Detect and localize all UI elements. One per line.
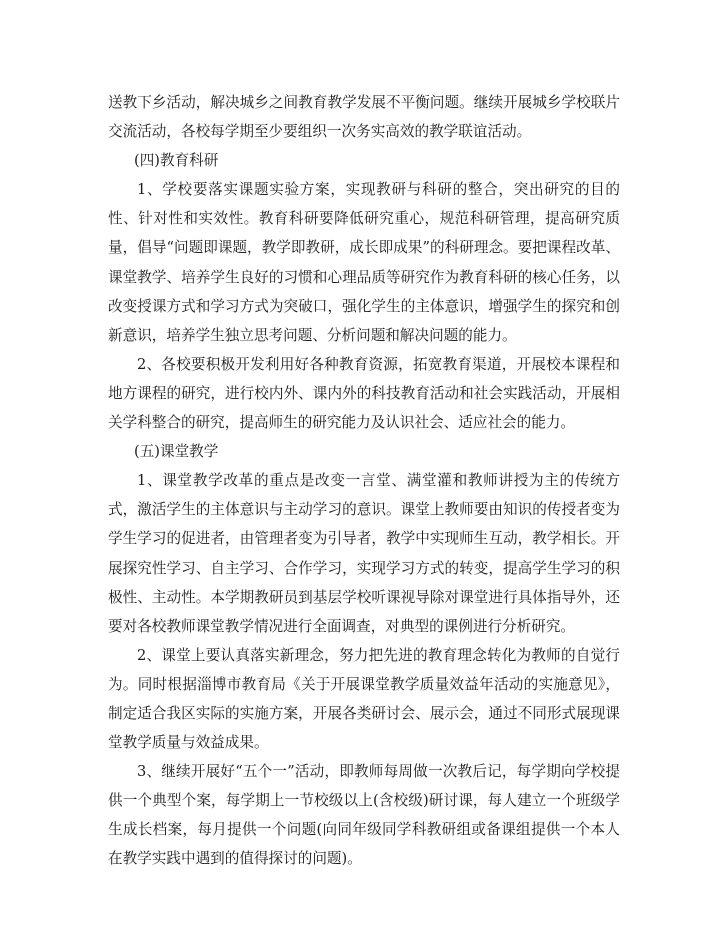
paragraph-classroom-1: 1、课堂教学改革的重点是改变一言堂、满堂灌和教师讲授为主的传统方式，激活学生的主体意识与主动学习的意识。课堂上教师要由知识的传授者变为学生学习的促进者，由管理者变为引导者，教学中实现师生互动，教学相长。开展探究性学习、自主学习、合作学习，实现学习方式的转变，提高学生学习的积极性、主动性。本学期教研员到基层学校听课视导除对课堂进行具体指导外，还要对各校教师课堂教学情况进行全面调查，对典型的课例进行分析研究。 [108, 472, 620, 635]
paragraph-research-2: 2、各校要积极开发利用好各种教育资源，拓宽教育渠道，开展校本课程和地方课程的研究，进行校内外、课内外的科技教育活动和社会实践活动，开展相关学科整合的研究，提高师生的研究能力及认识社会、适应社会的能力。 [108, 355, 620, 432]
section-heading-classroom: (五)课堂教学 [134, 443, 219, 461]
paragraph-classroom-3: 3、继续开展好“五个一”活动，即教师每周做一次教后记，每学期向学校提供一个典型个案，每学期上一节校级以上(含校级)研讨课，每人建立一个班级学生成长档案，每月提供一个问题(向同年级同学科教研组或备课组提供一个本人在教学实践中遇到的值得探讨的问题)。 [108, 763, 620, 868]
document-body [108, 88, 620, 874]
paragraph-continuation: 送教下乡活动，解决城乡之间教育教学发展不平衡问题。继续开展城乡学校联片交流活动，各校每学期至少要组织一次务实高效的教学联谊活动。 [108, 94, 620, 141]
paragraph-classroom-2: 2、课堂上要认真落实新理念，努力把先进的教育理念转化为教师的自觉行为。同时根据淄博市教育局《关于开展课堂教学质量效益年活动的实施意见》，制定适合我区实际的实施方案，开展各类研讨会、展示会，通过不同形式展现课堂教学质量与效益成果。 [108, 646, 620, 752]
paragraph-research-1: 1、学校要落实课题实验方案，实现教研与科研的整合，突出研究的目的性、针对性和实效性。教育科研要降低研究重心，规范科研管理，提高研究质量，倡导“问题即课题，教学即教研，成长即成果”的科研理念。要把课程改革、课堂教学、培养学生良好的习惯和心理品质等研究作为教育科研的核心任务，以改变授课方式和学习方式为突破口，强化学生的主体意识，增强学生的探究和创新意识，培养学生独立思考问题、分析问题和解决问题的能力。 [108, 181, 620, 344]
section-heading-research: (四)教育科研 [134, 152, 219, 170]
